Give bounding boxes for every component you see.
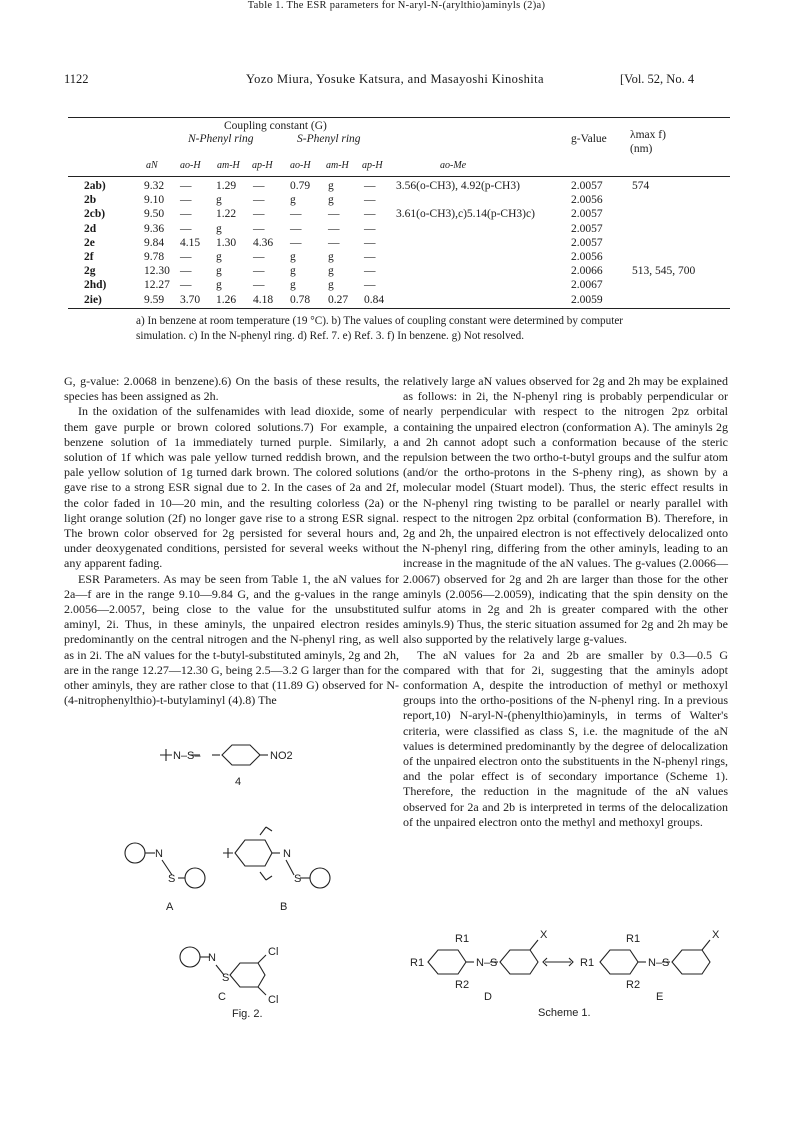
table-cell: — — [328, 208, 340, 221]
table-cell: — — [253, 265, 265, 278]
table-cell: — — [180, 265, 192, 278]
g-value-header: g-Value — [571, 133, 607, 145]
page-number: 1122 — [64, 72, 89, 86]
table-cell: g — [328, 279, 334, 292]
subhead-am: am-H — [217, 160, 240, 171]
table-row-label: 2b — [84, 194, 97, 207]
table-cell: 9.36 — [144, 222, 165, 235]
table-row-label: 2f — [84, 251, 94, 263]
table-cell: 4.36 — [253, 236, 274, 249]
table-cell: 9.50 — [144, 208, 165, 221]
table-cell: 0.79 — [290, 180, 311, 192]
scheme-1 — [400, 920, 730, 1020]
table-cell: — — [180, 279, 192, 292]
label-C: C — [218, 991, 226, 1003]
paragraph: ESR Parameters. As may be seen from Table 1, the aN values for 2a—f are in the range 9.10—9.84 G, and the g-values in the range 2.0056—2.0057, being close to the value for the unsubstituted aminyl, 2i. Thus, in these aminyls, the unpaired electron resides predominantly on the central nitrogen and the N-phenyl ring, as well as in 2i. The aN values for the t-butyl-substituted aminyls, 2g and 2h, are in the range 12.27—12.30 G, being 2.5—3.2 G larger than for the other aminyls, they are rather close to that (11.89 G) observed for N-(4-nitrophenylthio)-t-butylaminyl (4).8) The — [64, 571, 399, 708]
table-row-label: 2e — [84, 236, 95, 249]
table-cell: — — [253, 251, 265, 263]
table-cell: 0.84 — [364, 293, 385, 306]
table-cell: 0.27 — [328, 293, 349, 306]
table-cell: — — [364, 265, 376, 278]
table-cell: 12.30 — [144, 265, 170, 278]
t-butyl-mark — [160, 749, 172, 761]
table-cell: 1.26 — [216, 293, 237, 306]
cl-label-bottom: Cl — [268, 994, 279, 1006]
table-cell: 1.29 — [216, 180, 237, 192]
table-cell: 2.0057 — [571, 208, 603, 221]
lambda-max-header: λmax f) — [630, 129, 666, 141]
table-cell: — — [290, 236, 302, 249]
table-row-label: 2cb) — [84, 208, 106, 221]
table-cell: — — [290, 222, 302, 235]
table-row-label: 2d — [84, 222, 97, 235]
paragraph: The aN values for 2a and 2b are smaller by 0.3—0.5 G compared with that for 2i, suggesting that the aminyls adopt conformation A, despite the introduction of methyl or methoxyl groups into the ortho-positions of the N-phenyl ring. In a previous report,10) N-aryl-N-(phenylthio)aminyls, in terms of Walter's criteria, were classified as class S, i.e. the magnitude of the aN values is determined predominantly by the degree of delocalization of the unpaired electron onto the substituents in the N-phenyl rings, and the polar effect is of secondary importance (Scheme 1). Therefore, the reduction in the magnitude of the aN values observed for 2a and 2b is interpreted in terms of the delocalization of the unpaired electron onto the methyl and methoxyl groups. — [403, 647, 728, 829]
subhead-aoMe: ao-Me — [440, 160, 467, 171]
table-row-label: 2ab) — [84, 180, 106, 192]
table-row-label: 2hd) — [84, 279, 107, 292]
s-phenyl-header: S-Phenyl ring — [297, 133, 361, 145]
label-D: D — [484, 991, 492, 1003]
lambda-max-unit: (nm) — [630, 143, 653, 155]
table-cell: g — [290, 265, 296, 278]
figure-caption: Fig. 2. — [232, 1008, 263, 1020]
table-cell: — — [253, 279, 265, 292]
table-header-rule — [68, 176, 730, 177]
table-cell: 2.0056 — [571, 251, 603, 263]
scheme-r1-top: R1 — [455, 933, 470, 945]
table-cell: — — [180, 208, 192, 221]
table-cell: 4.18 — [253, 293, 274, 306]
label-E: E — [656, 991, 664, 1003]
table-cell: 9.78 — [144, 251, 165, 263]
table-row-label: 2g — [84, 265, 96, 278]
table-cell: 2.0057 — [571, 236, 603, 249]
table-cell: — — [364, 180, 376, 192]
subhead-s-ap: ap-H — [362, 160, 383, 171]
table-cell: 2.0059 — [571, 293, 603, 306]
table-cell: — — [180, 180, 192, 192]
table-cell: — — [253, 180, 265, 192]
table-cell: 0.78 — [290, 293, 311, 306]
label-A: A — [166, 901, 174, 913]
subhead-s-ao: ao-H — [290, 160, 311, 171]
nitro-label: NO2 — [270, 750, 293, 762]
table-cell: 2.0057 — [571, 180, 603, 192]
table-cell: 9.84 — [144, 236, 165, 249]
table-cell: 9.32 — [144, 180, 165, 192]
table-cell: 9.59 — [144, 293, 165, 306]
coupling-constant-header: Coupling constant (G) — [224, 120, 327, 132]
label-B: B — [280, 901, 288, 913]
svg-text:N–S–: N–S– — [173, 750, 201, 762]
table-cell: — — [290, 208, 302, 221]
scheme-x-right: X — [712, 929, 720, 941]
table-cell: — — [180, 222, 192, 235]
table-cell: 2.0056 — [571, 194, 603, 207]
table-cell: — — [180, 251, 192, 263]
table-cell: 513, 545, 700 — [632, 265, 696, 278]
table-cell: 1.30 — [216, 236, 237, 249]
svg-text:S: S — [168, 873, 176, 885]
subhead-aN: aN — [146, 160, 158, 171]
journal-volume: [Vol. 52, No. 4 — [620, 72, 695, 86]
table-cell: — — [364, 251, 376, 263]
scheme-r1-right: R1 — [580, 957, 595, 969]
table-cell: g — [328, 265, 334, 278]
svg-text:N: N — [208, 952, 216, 964]
table-cell: — — [253, 222, 265, 235]
scheme-r1-top-right: R1 — [626, 933, 641, 945]
table-cell: g — [328, 180, 334, 192]
table-cell: g — [328, 251, 334, 263]
table-cell: 2.0066 — [571, 265, 603, 278]
figure-2-structures — [100, 735, 400, 1030]
table-top-rule — [68, 117, 730, 118]
table-cell: 4.15 — [180, 236, 201, 249]
table-cell: 2.0067 — [571, 279, 603, 292]
table-cell: 3.70 — [180, 293, 201, 306]
table-cell: 2.0057 — [571, 222, 603, 235]
table-cell: 574 — [632, 180, 650, 192]
paragraph: G, g-value: 2.0068 in benzene).6) On the basis of these results, the species has been assigned as 2h. — [64, 374, 399, 404]
table-caption: Table 1. The ESR parameters for N-aryl-N-(arylthio)aminyls (2)a) — [247, 0, 546, 11]
svg-text:N: N — [155, 848, 163, 860]
table-cell: g — [290, 279, 296, 292]
subhead-ap: ap-H — [252, 160, 273, 171]
table-cell: g — [216, 194, 222, 207]
scheme-caption: Scheme 1. — [538, 1007, 591, 1019]
table-cell: 1.22 — [216, 208, 237, 221]
table-bottom-rule — [68, 308, 730, 309]
table-cell: g — [216, 279, 222, 292]
table-cell: g — [328, 194, 334, 207]
cl-label-top: Cl — [268, 946, 279, 958]
table-cell: 3.56(o-CH3), 4.92(p-CH3) — [396, 180, 520, 192]
table-cell: — — [364, 194, 376, 207]
table-cell: g — [290, 194, 296, 207]
table-row-label: 2ie) — [84, 293, 102, 306]
scheme-x-left: X — [540, 929, 548, 941]
paragraph: In the oxidation of the sulfenamides with lead dioxide, some of them gave purple or brown colored solutions.7) For example, a benzene solution of 1a immediately turned purple. Similarly, a solution of 1f which was pale yellow turned reddish brown, and the pale yellow solution of 1g turned dark brown. The colored solutions gave rise to a strong ESR signal due to 2. In the cases of 2a and 2f, the color faded in 10—20 min, and the resulting colorless (2a) or light orange solution (2f) no longer gave rise to a strong ESR signal. The brown color observed for 2g persisted for several hours and, under deoxygenated conditions, persisted for several weeks without any apparent fading. — [64, 404, 399, 571]
table-cell: — — [328, 236, 340, 249]
table-footnote: a) In benzene at room temperature (19 °C). b) The values of coupling constant were determined by computer simulation. c) In the N-phenyl ring. d) Ref. 7. e) Ref. 3. f) In benzene. g) Not resolved. — [136, 315, 624, 342]
svg-text:S: S — [222, 972, 230, 984]
svg-text:N–S: N–S — [476, 957, 498, 969]
table-cell: — — [364, 222, 376, 235]
running-authors: Yozo Miura, Yosuke Katsura, and Masayoshi Kinoshita — [246, 72, 544, 86]
table-cell: — — [364, 208, 376, 221]
left-column — [64, 374, 399, 708]
scheme-r2-left: R2 — [455, 979, 470, 991]
subhead-ao: ao-H — [180, 160, 201, 171]
table-cell: 3.61(o-CH3),c)5.14(p-CH3)c) — [396, 208, 535, 221]
label-4: 4 — [235, 776, 242, 788]
table-cell: — — [253, 194, 265, 207]
subhead-s-am: am-H — [326, 160, 349, 171]
scheme-r1-left: R1 — [410, 957, 425, 969]
table-cell: g — [290, 251, 296, 263]
table-cell: — — [253, 208, 265, 221]
table-cell: — — [364, 236, 376, 249]
svg-text:N–S: N–S — [648, 957, 670, 969]
table-cell: — — [328, 222, 340, 235]
table-cell: — — [180, 194, 192, 207]
table-cell: 12.27 — [144, 279, 170, 292]
svg-text:N: N — [283, 848, 291, 860]
scheme-r2-right: R2 — [626, 979, 641, 991]
right-column — [403, 374, 728, 830]
svg-text:S: S — [294, 873, 302, 885]
table-cell: — — [364, 279, 376, 292]
table-cell: 9.10 — [144, 194, 165, 207]
table-cell: g — [216, 251, 222, 263]
table-cell: g — [216, 222, 222, 235]
table-cell: g — [216, 265, 222, 278]
n-phenyl-header: N-Phenyl ring — [188, 133, 254, 145]
paragraph: relatively large aN values observed for 2g and 2h may be explained as follows: in 2i, the N-phenyl ring is probably perpendicular or nearly perpendicular with respect to the nitrogen 2pz orbital containing the unpaired electron (conformation A). The aminyls 2g and 2h cannot adopt such a conformation because of the steric repulsion between the two ortho-t-butyl groups and the sulfur atom (and/or the ortho-protons in the S-pheny ring), as shown by a molecular model (Stuart model). Thus, the steric effect results in the N-phenyl ring twisting to be parallel or nearly parallel with respect to the nitrogen 2pz orbital (conformation B). Therefore, in 2g and 2h, the unpaired electron is not effectively delocalized onto the N-phenyl ring, differing from the other aminyls, leading to an increase in the magnitude of the aN values. The g-values (2.0066—2.0067) observed for 2g and 2h are larger than those for the other aminyls (2.0056—2.0059), indicating that the spin density on the sulfur atoms in 2g and 2h is greater compared with the other aminyls.9) Thus, the steric situation assumed for 2g and 2h may be also supported by the relatively large g-values. — [403, 374, 728, 647]
